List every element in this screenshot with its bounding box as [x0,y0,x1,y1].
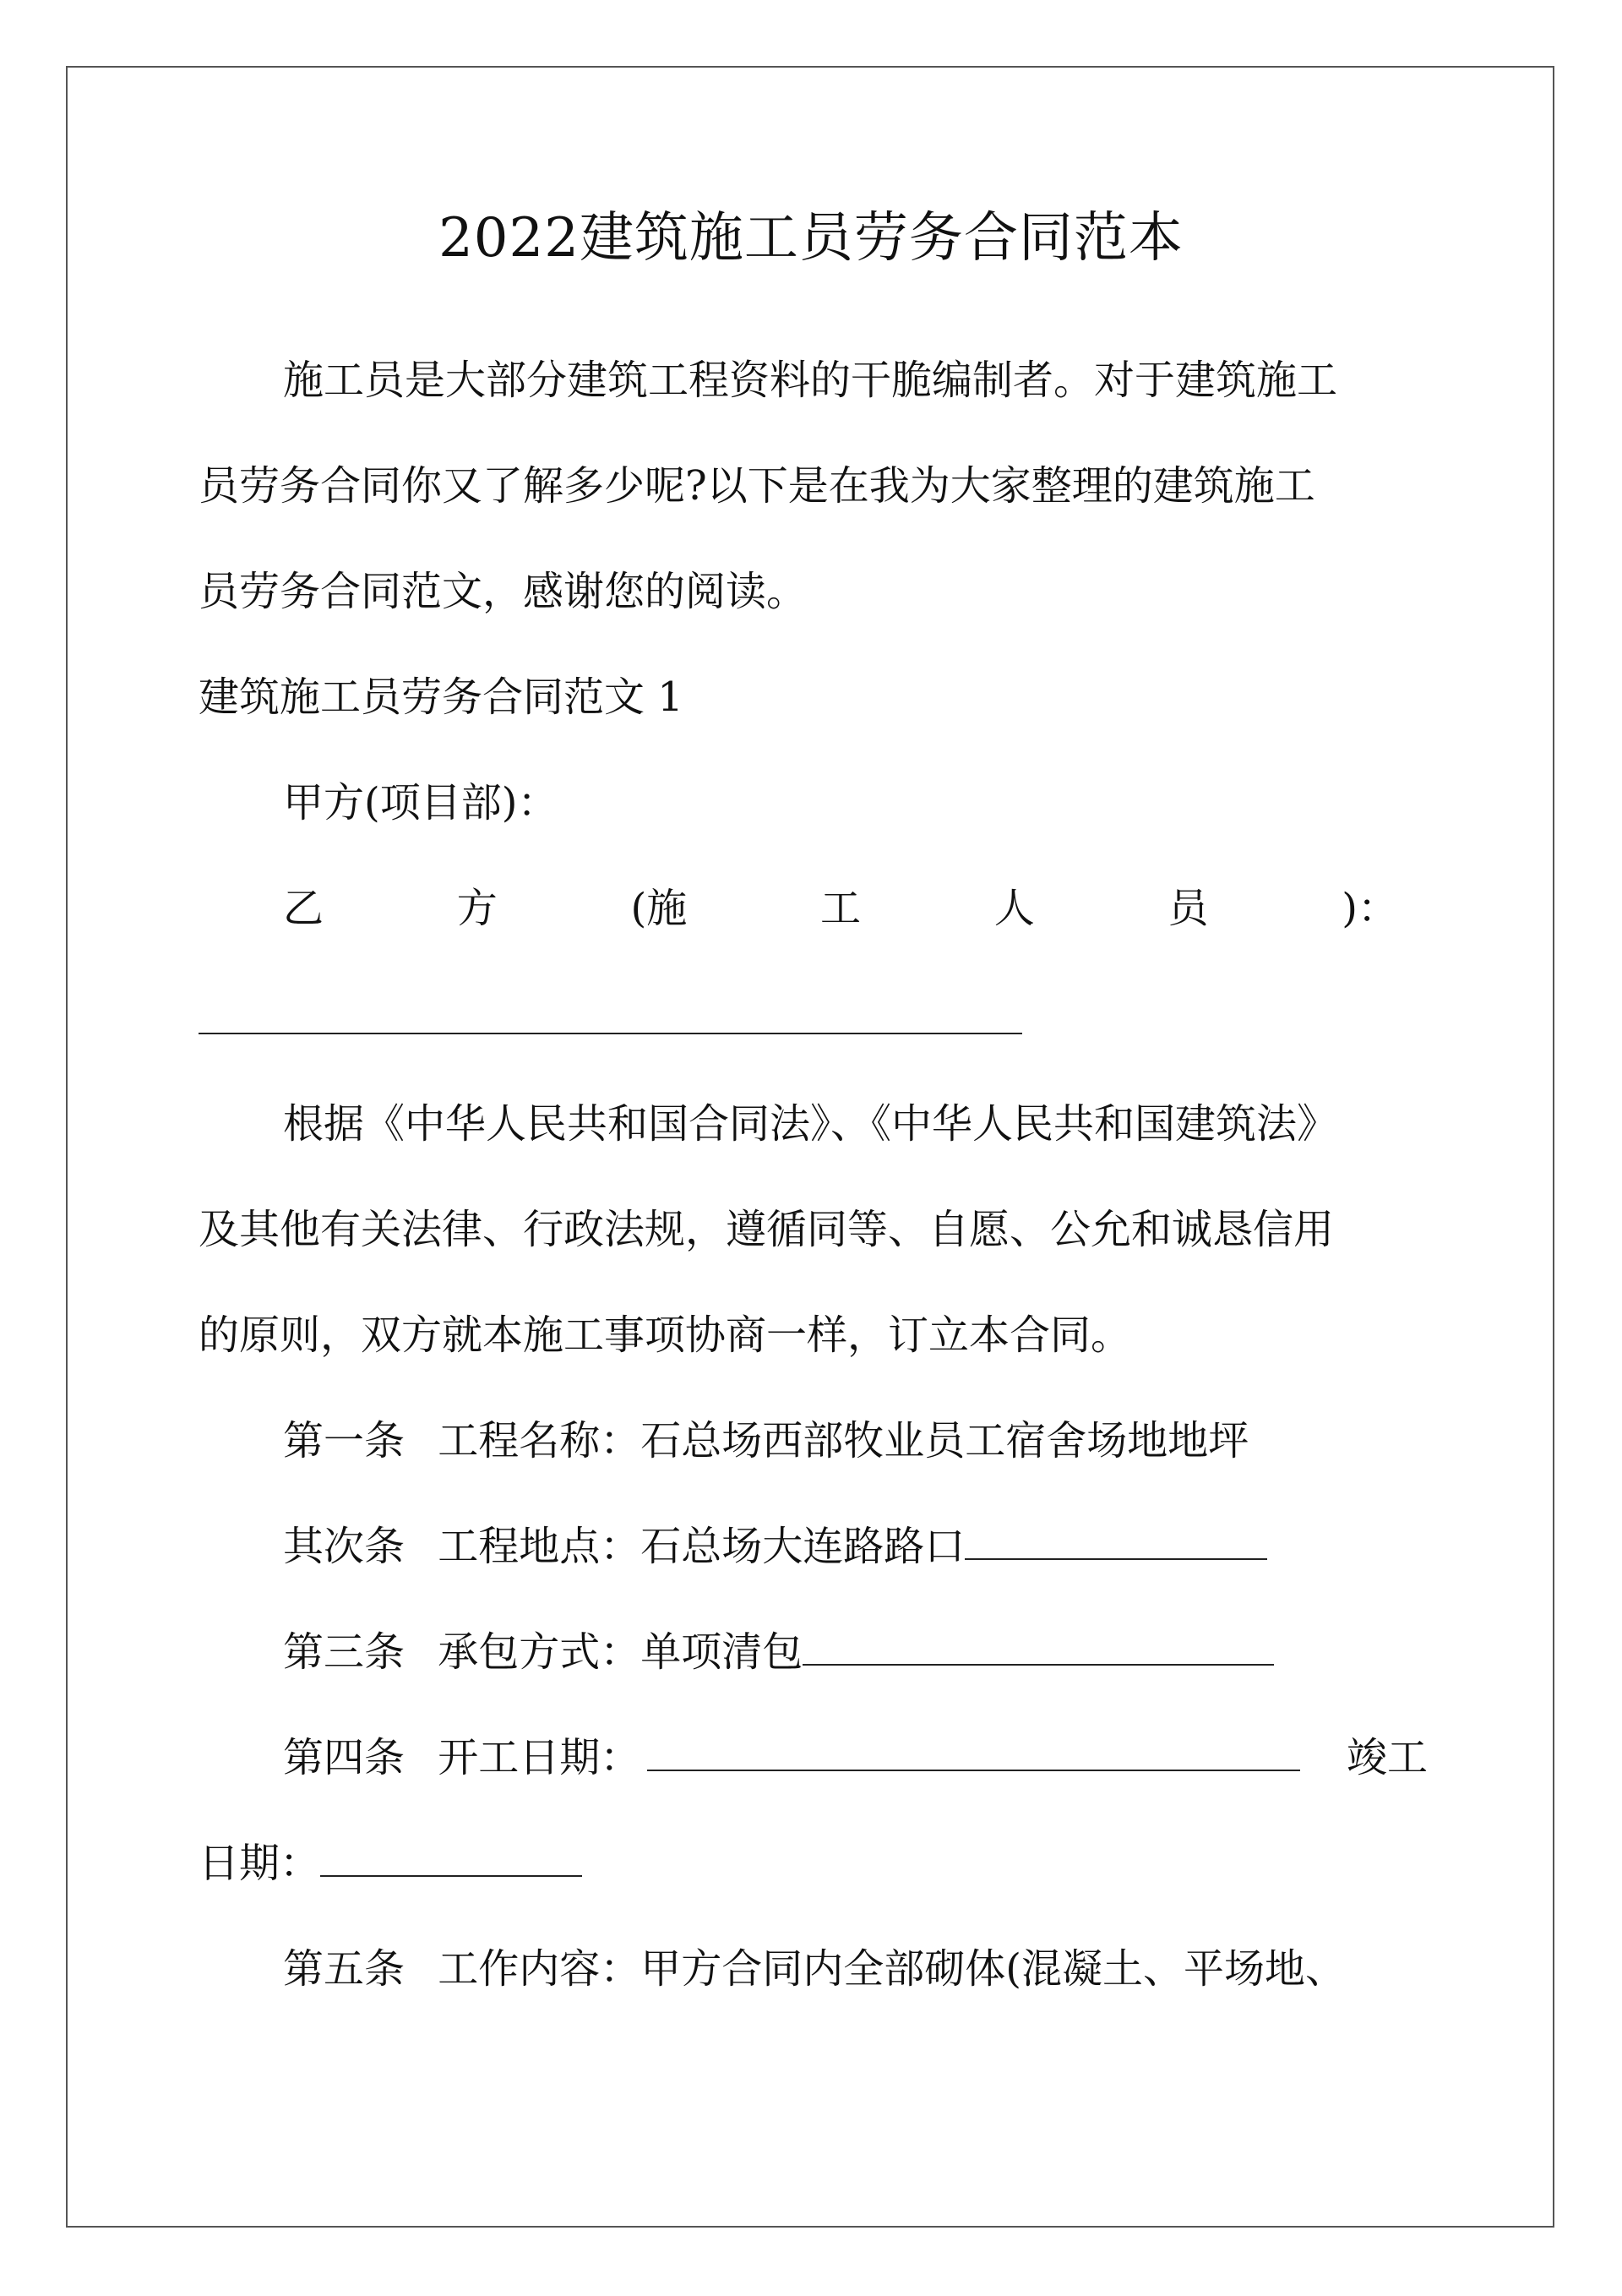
section-heading: 建筑施工员劳务合同范文 1 [199,674,683,721]
intro-line-1: 施工员是大部分建筑工程资料的干脆编制者。对于建筑施工 [283,357,1338,404]
basis-line-2: 及其他有关法律、行政法规，遵循同等、自愿、公允和诚恳信用 [199,1206,1335,1253]
party-b-char: 方 [456,885,498,932]
intro-line-3: 员劳务合同范文，感谢您的阅读。 [199,568,808,615]
party-a-line: 甲方(项目部)： [283,779,558,826]
article-label: 其次条 [283,1523,406,1570]
article-label: 第五条 [283,1945,406,1993]
party-b-char: (施 [630,885,688,932]
article-3 [283,1625,1274,1679]
article-1 [283,1414,1249,1468]
article-label: 第一条 [283,1417,406,1464]
start-date-blank [647,1736,1300,1771]
article-text: 工作内容：甲方合同内全部砌体(混凝土、平场地、 [438,1945,1347,1993]
basis-line-1: 根据《中华人民共和国合同法》、《中华人民共和国建筑法》 [283,1100,1338,1148]
document-title: 2022建筑施工员劳务合同范本 [438,207,1184,270]
intro-line-2: 员劳务合同你又了解多少呢?以下是在我为大家整理的建筑施工 [199,462,1315,510]
contract-mode-blank [803,1630,1274,1666]
article-4 [283,1731,1428,1785]
article-text: 日期： [199,1840,321,1887]
party-b-char: 人 [993,885,1035,932]
article-2 [283,1519,1267,1573]
party-b-char: 工 [819,885,861,932]
article-text-end: 竣工 [1346,1734,1428,1781]
completion-date-blank [320,1841,582,1877]
party-b-char: )： [1342,885,1398,932]
article-text: 承包方式：单项清包 [438,1628,803,1676]
location-blank [965,1524,1267,1560]
party-b-char: 员 [1168,885,1209,932]
article-text: 工程地点：石总场大连路路口 [438,1523,966,1570]
article-label: 第三条 [283,1628,406,1676]
party-b-line [283,881,1398,935]
article-text: 开工日期： [438,1734,641,1781]
article-4-cont [199,1836,582,1890]
article-text: 工程名称：石总场西部牧业员工宿舍场地地坪 [438,1417,1249,1464]
article-label: 第四条 [283,1734,406,1781]
party-b-blank [199,1033,1022,1034]
basis-line-3: 的原则，双方就本施工事项协商一样，订立本合同。 [199,1312,1132,1359]
party-b-char: 乙 [283,885,324,932]
article-5 [283,1942,1346,1996]
